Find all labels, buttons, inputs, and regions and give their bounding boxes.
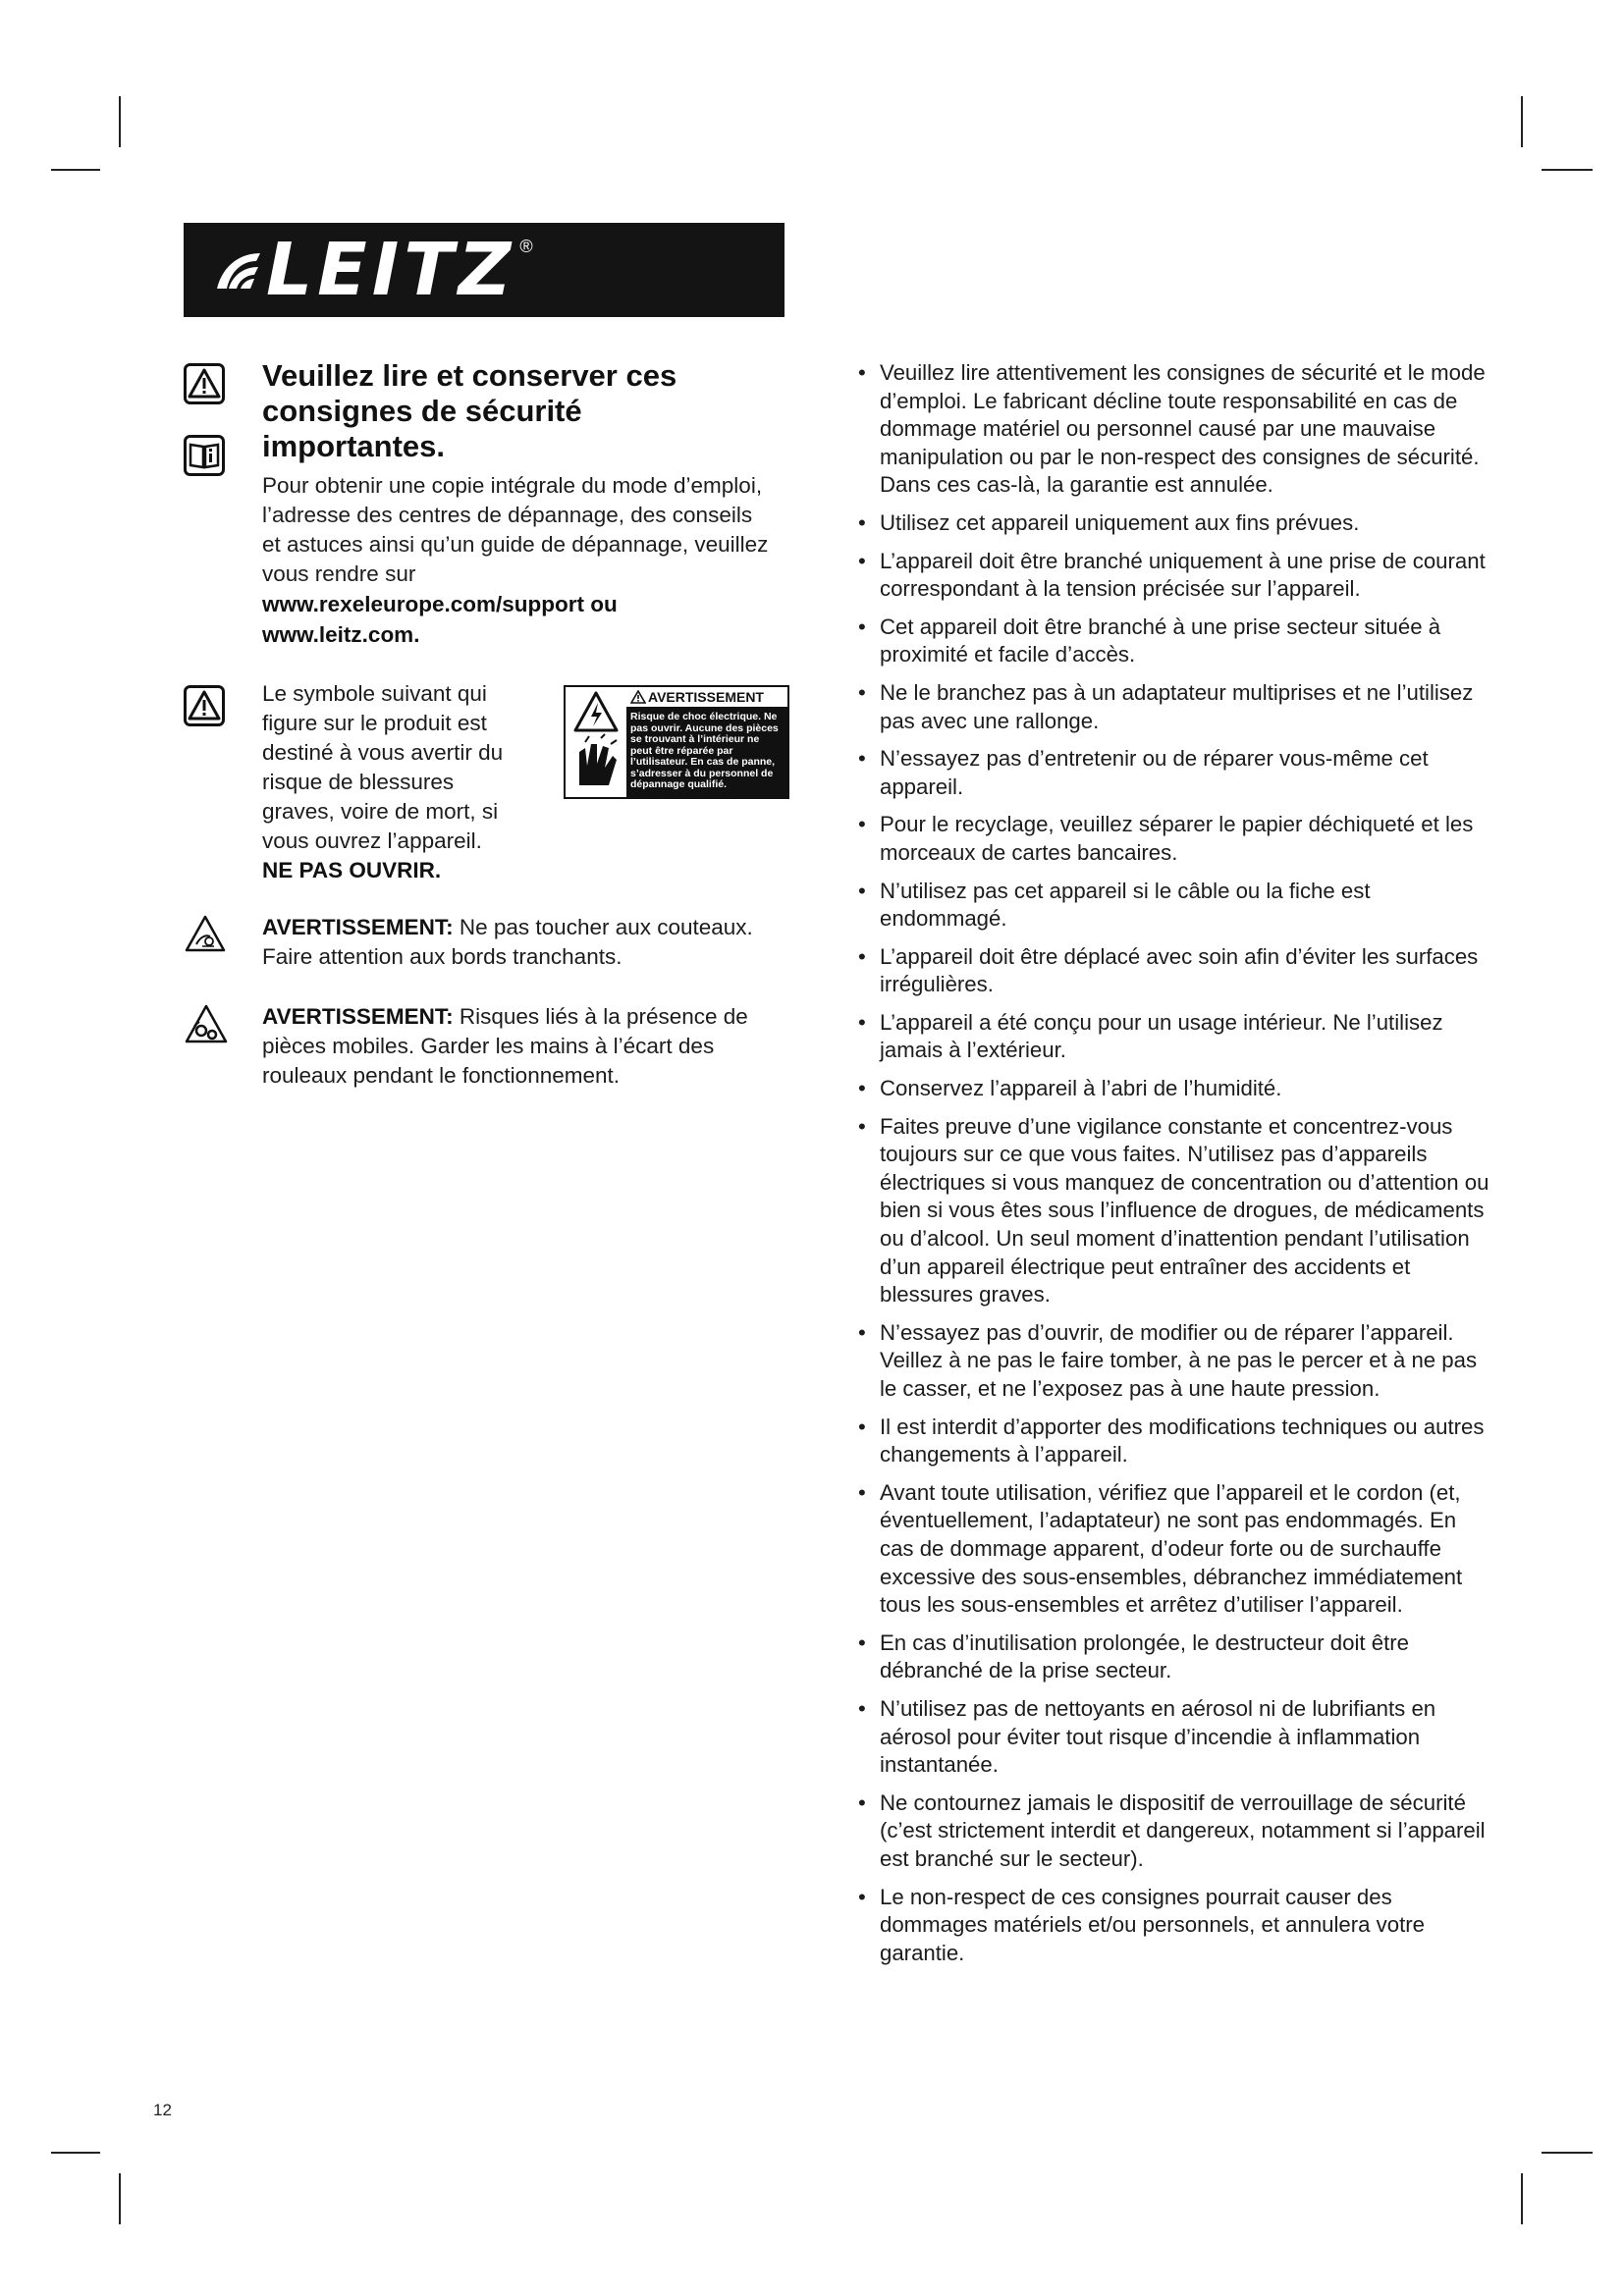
bullet: • — [858, 360, 866, 385]
bullet: • — [858, 509, 866, 535]
bullet: • — [858, 1695, 866, 1721]
warning-label: AVERTISSEMENT: — [262, 1004, 454, 1029]
crop-mark — [51, 2152, 100, 2154]
support-link[interactable]: www.rexeleurope.com/support ou — [262, 592, 618, 616]
list-item — [856, 745, 1494, 801]
safety-instructions-list — [856, 359, 1494, 1977]
crop-mark — [1521, 2173, 1523, 2224]
list-item — [856, 614, 1494, 669]
registered-mark: ® — [519, 237, 533, 256]
warning-blades — [262, 913, 792, 972]
bullet: • — [858, 746, 866, 772]
bullet: • — [858, 1414, 866, 1439]
instruction-text: N’essayez pas d’ouvrir, de modifier ou de réparer l’appareil. Veillez à ne pas le faire tomber, à ne pas le percer et à ne pas le casser, et ne l’exposez pas à une haute pression. — [880, 1319, 1478, 1401]
warning-text: Ne pas toucher aux couteaux. Faire attention aux bords tranchants. — [262, 915, 753, 969]
warning-label-title: AVERTISSEMENT — [648, 689, 764, 705]
list-item — [856, 548, 1494, 604]
warning-triangle-icon — [184, 363, 225, 404]
list-item — [856, 1009, 1494, 1065]
instruction-text: N’essayez pas d’entretenir ou de réparer vous-même cet appareil. — [880, 746, 1429, 799]
warning-label-title-bar — [626, 687, 787, 709]
crop-mark — [51, 169, 100, 171]
sharp-blade-warning-icon — [185, 915, 226, 952]
instruction-text: L’appareil doit être déplacé avec soin afin d’éviter les surfaces irrégulières. — [880, 943, 1479, 997]
list-item — [856, 811, 1494, 867]
instruction-text: En cas d’inutilisation prolongée, le destructeur doit être débranché de la prise secteur. — [880, 1629, 1409, 1683]
list-item — [856, 1113, 1494, 1309]
bullet: • — [858, 614, 866, 639]
symbol-note-text: Le symbole suivant qui figure sur le produit est destiné à vous avertir du risque de blessures graves, voire de mort, si vous ouvrez l’appareil. — [262, 681, 504, 853]
crop-mark — [119, 96, 121, 147]
list-item — [856, 1414, 1494, 1469]
instruction-text: Conservez l’appareil à l’abri de l’humidité. — [880, 1076, 1282, 1101]
brand-name: LEITZ — [266, 228, 516, 312]
instruction-text: Le non-respect de ces consignes pourrait causer des dommages matériels et/ou personnels, et annulera votre garantie. — [880, 1884, 1425, 1965]
warning-moving-parts — [262, 1002, 792, 1091]
electric-shock-warning-label — [564, 685, 789, 799]
instruction-text: Veuillez lire attentivement les consignes de sécurité et le mode d’emploi. Le fabricant décline toute responsabilité en cas de dommage matériel ou personnel causé par une mauvaise manipulation ou par le non-respect des consignes de sécurité. Dans ces cas-là, la garantie est annulée. — [880, 360, 1486, 498]
website-link[interactable]: www.leitz.com. — [262, 622, 420, 647]
symbol-note — [262, 679, 527, 885]
crop-mark — [119, 2173, 121, 2224]
warning-triangle-icon — [184, 685, 225, 726]
warning-text: Risques liés à la présence de pièces mobiles. Garder les mains à l’écart des rouleaux pendant le fonctionnement. — [262, 1004, 748, 1088]
warning-triangle-icon — [630, 690, 646, 704]
page-number: 12 — [153, 2101, 172, 2119]
list-item — [856, 943, 1494, 999]
bullet: • — [858, 943, 866, 969]
moving-parts-warning-icon — [185, 1004, 228, 1043]
instruction-text: Cet appareil doit être branché à une prise secteur située à proximité et facile d’accès. — [880, 614, 1441, 667]
brand-logo — [184, 223, 785, 317]
crop-mark — [1521, 96, 1523, 147]
bullet: • — [858, 812, 866, 837]
crop-mark — [1542, 169, 1593, 171]
list-item — [856, 1075, 1494, 1103]
instruction-text: L’appareil a été conçu pour un usage intérieur. Ne l’utilisez jamais à l’extérieur. — [880, 1009, 1443, 1063]
instruction-text: Ne le branchez pas à un adaptateur multiprises et ne l’utilisez pas avec une rallonge. — [880, 679, 1474, 733]
list-item — [856, 1319, 1494, 1404]
list-item — [856, 1789, 1494, 1874]
electric-shock-icon — [566, 687, 628, 795]
instruction-text: L’appareil doit être branché uniquement à une prise de courant correspondant à la tension précisée sur l’appareil. — [880, 548, 1486, 602]
manual-book-icon — [184, 435, 225, 476]
list-item — [856, 1695, 1494, 1780]
bullet: • — [858, 878, 866, 903]
list-item — [856, 679, 1494, 735]
bullet: • — [858, 1009, 866, 1035]
bullet: • — [858, 1319, 866, 1345]
bullet: • — [858, 1479, 866, 1505]
page-title: Veuillez lire et conserver ces consignes de sécurité importantes. — [262, 358, 677, 463]
list-item — [856, 1884, 1494, 1968]
instruction-text: N’utilisez pas de nettoyants en aérosol ni de lubrifiants en aérosol pour éviter tout risque d’incendie à inflammation instantanée. — [880, 1695, 1436, 1778]
do-not-open-text: NE PAS OUVRIR. — [262, 858, 442, 882]
bullet: • — [858, 548, 866, 573]
instruction-text: Il est interdit d’apporter des modifications techniques ou autres changements à l’appareil. — [880, 1414, 1485, 1468]
intro-paragraph — [262, 471, 773, 650]
list-item — [856, 1479, 1494, 1620]
instruction-text: Utilisez cet appareil uniquement aux fins prévues. — [880, 509, 1360, 535]
leitz-logo-icon — [211, 245, 264, 294]
instruction-text: Pour le recyclage, veuillez séparer le papier déchiqueté et les morceaux de cartes bancaires. — [880, 812, 1474, 865]
crop-mark — [1542, 2152, 1593, 2154]
instruction-text: Faites preuve d’une vigilance constante et concentrez-vous toujours sur ce que vous faites. N’utilisez pas d’appareils électriques si vous manquez de concentration ou d’attention ou bien si vous êtes sous l’influence de drogues, de médicaments ou d’alcool. Un seul moment d’inattention pendant l’utilisation d’un appareil électrique peut entraîner des accidents et blessures graves. — [880, 1113, 1489, 1308]
bullet: • — [858, 1629, 866, 1655]
intro-text: Pour obtenir une copie intégrale du mode d’emploi, l’adresse des centres de dépannage, des conseils et astuces ainsi qu’un guide de dépannage, veuillez vous rendre sur — [262, 473, 769, 586]
warning-label: AVERTISSEMENT: — [262, 915, 454, 939]
bullet: • — [858, 679, 866, 705]
bullet: • — [858, 1076, 866, 1101]
list-item — [856, 1629, 1494, 1685]
instruction-text: N’utilisez pas cet appareil si le câble ou la fiche est endommagé. — [880, 878, 1371, 932]
list-item — [856, 509, 1494, 538]
list-item — [856, 878, 1494, 934]
bullet: • — [858, 1884, 866, 1909]
instruction-text: Ne contournez jamais le dispositif de verrouillage de sécurité (c’est strictement interdit et dangereux, notamment si l’appareil est branché sur le secteur). — [880, 1789, 1486, 1871]
bullet: • — [858, 1113, 866, 1139]
warning-label-body: Risque de choc électrique. Ne pas ouvrir. Aucune des pièces se trouvant à l’intérieur ne peut être réparée par l’utilisateur. En cas de panne, s’adresser à du personnel de dépannage qualifié. — [626, 709, 787, 797]
list-item — [856, 359, 1494, 500]
instruction-text: Avant toute utilisation, vérifiez que l’appareil et le cordon (et, éventuellement, l’adaptateur) ne sont pas endommagés. En cas de dommage apparent, d’odeur forte ou de surchauffe excessive des sous-ensembles, débranchez immédiatement tous les sous-ensembles et arrêtez d’utiliser l’appareil. — [880, 1479, 1463, 1618]
bullet: • — [858, 1789, 866, 1815]
